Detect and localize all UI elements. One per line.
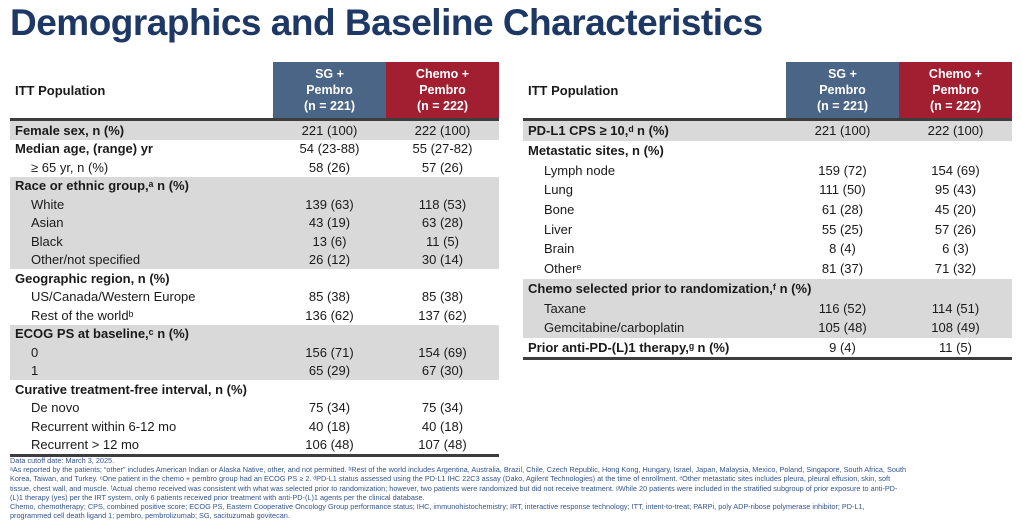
row-value: 222 (100) (414, 122, 471, 138)
table-row (10, 417, 499, 436)
table-row (523, 338, 1012, 358)
row-value: 136 (62) (305, 307, 354, 323)
row-value: 156 (71) (305, 344, 354, 360)
table-row (10, 251, 499, 270)
row-value: 55 (27-82) (412, 141, 473, 157)
row-label: Otherᵉ (544, 261, 582, 277)
row-label: Median age, (range) yr (15, 141, 153, 157)
demographics-table-left (10, 62, 499, 457)
row-value: 159 (72) (818, 162, 867, 178)
row-label: Curative treatment-free interval, n (%) (15, 381, 247, 397)
row-label: Metastatic sites, n (%) (528, 143, 664, 159)
row-label: Race or ethnic group,ᵃ n (%) (15, 178, 189, 194)
row-value: 9 (4) (829, 339, 856, 355)
row-value: 154 (69) (931, 162, 980, 178)
row-value: 55 (25) (821, 221, 864, 237)
table-row (10, 177, 499, 196)
table-row (10, 195, 499, 214)
row-label: ECOG PS at baseline,ᶜ n (%) (15, 326, 189, 342)
row-value: 118 (53) (418, 196, 467, 212)
column-header-line: SG + (315, 67, 344, 81)
table-row (523, 239, 1012, 259)
row-value: 221 (100) (301, 122, 358, 138)
row-value: 221 (100) (814, 123, 871, 139)
column-header-line: Pembro (419, 83, 466, 97)
page-title: Demographics and Baseline Characteristics (10, 2, 763, 43)
footnote-line: tissue, chest wall, and muscle. ᶠActual chemo received was consistent with what was selected prior to randomization; however, two patients were randomized but did not receive treatment. ᵍWhile 20 patients were included in the stratified subgroup of prior exposure to anti-PD- (10, 483, 898, 493)
row-value: 95 (43) (934, 182, 977, 198)
row-value: 30 (14) (421, 252, 464, 268)
row-label: Chemo selected prior to randomization,ᶠ n (%) (528, 280, 812, 296)
row-value: 13 (6) (312, 233, 347, 249)
footnote-line: programmed cell death ligand 1; pembro, pembrolizumab; SG, sacituzumab govitecan. (10, 511, 290, 521)
row-value: 116 (52) (818, 300, 867, 316)
row-label: Geographic region, n (%) (15, 270, 170, 286)
table-row (10, 380, 499, 399)
row-label: Asian (31, 215, 64, 231)
row-value: 154 (69) (418, 344, 467, 360)
table-row (523, 318, 1012, 338)
row-label: Female sex, n (%) (15, 122, 125, 138)
row-value: 11 (5) (939, 339, 972, 355)
row-label: Rest of the worldᵇ (31, 307, 134, 323)
footnote-line: Data cutoff date: March 3, 2025. (10, 456, 115, 465)
table-row (523, 180, 1012, 200)
row-label: Bone (544, 202, 575, 218)
table-row (10, 343, 499, 362)
table-row (523, 219, 1012, 239)
footnote-line: (L)1 therapy (yes) per the IRT system, only 6 patients received prior treatment with anti-PD-(L)1 agents per the clinical database. (10, 492, 425, 502)
table-row (10, 436, 499, 455)
table-row (10, 306, 499, 325)
row-value: 54 (23-88) (299, 141, 360, 157)
row-value: 139 (63) (305, 196, 354, 212)
table-row (10, 399, 499, 418)
column-header-line: Pembro (932, 83, 979, 97)
table-header-left (10, 62, 499, 121)
row-label: Liver (544, 221, 573, 237)
column-header-line: (n = 221) (816, 99, 869, 113)
column-header-chemo-pembro (386, 62, 499, 118)
corner-label-itt-population: ITT Population (15, 82, 106, 98)
row-value: 106 (48) (305, 437, 354, 453)
row-value: 58 (26) (308, 159, 351, 175)
row-value: 6 (3) (942, 241, 969, 257)
column-header-line: Pembro (306, 83, 353, 97)
footnotes (10, 456, 1018, 520)
row-value: 57 (26) (421, 159, 464, 175)
column-header-line: SG + (828, 67, 857, 81)
table-row (10, 232, 499, 251)
row-value: 71 (32) (934, 261, 977, 277)
row-label: PD-L1 CPS ≥ 10,ᵈ n (%) (528, 123, 669, 139)
row-label: Black (31, 233, 63, 249)
row-value: 107 (48) (418, 437, 467, 453)
row-value: 105 (48) (818, 320, 867, 336)
column-header-line: (n = 222) (929, 99, 982, 113)
row-label: Recurrent within 6-12 mo (31, 418, 177, 434)
row-value: 40 (18) (421, 418, 464, 434)
table-body-right (523, 121, 1012, 360)
row-label: 1 (31, 363, 39, 379)
row-value: 85 (38) (421, 289, 464, 305)
row-value: 40 (18) (308, 418, 351, 434)
column-header-sg-pembro (786, 62, 899, 118)
table-row (523, 259, 1012, 279)
footnote-line: Korea, Taiwan, and Turkey. ᶜOne patient in the chemo + pembro group had an ECOG PS ≥ 2. ᵈPD-L1 status assessed using the PD-L1 IHC 22C3 assay (Dako, Agilent Technologies) at the time of enrollment. ᵉOther metastatic sites includes pleura, pleural effusion, skin, soft (10, 474, 891, 484)
table-row (523, 141, 1012, 161)
row-label: Taxane (544, 300, 586, 316)
row-value: 63 (28) (421, 215, 464, 231)
footnote-line: ᵃAs reported by the patients; “other” includes American Indian or Alaska Native, other, and not permitted. ᵇRest of the world includes Argentina, Australia, Brazil, Chile, Czech Republic, Hong Kong, Hungary, Israel, Japan, Malaysia, Mexico, Poland, Singapore, South Africa, South (10, 465, 907, 475)
row-label: Other/not specified (31, 252, 141, 268)
row-label: 0 (31, 344, 39, 360)
demographics-table-right (523, 62, 1012, 457)
table-row (523, 160, 1012, 180)
row-value: 114 (51) (931, 300, 980, 316)
row-value: 75 (34) (421, 400, 464, 416)
column-header-line: Pembro (819, 83, 866, 97)
row-label: De novo (31, 400, 80, 416)
row-value: 108 (49) (931, 320, 980, 336)
row-value: 57 (26) (934, 221, 977, 237)
table-row (10, 121, 499, 140)
row-value: 222 (100) (927, 123, 984, 139)
row-value: 111 (50) (819, 182, 866, 198)
row-value: 75 (34) (308, 400, 351, 416)
table-row (10, 288, 499, 307)
table-row (523, 279, 1012, 299)
table-row (10, 158, 499, 177)
column-header-line: Chemo + (928, 67, 983, 81)
column-header-line: (n = 221) (303, 99, 356, 113)
row-value: 11 (5) (426, 233, 459, 249)
footnote-line: Chemo, chemotherapy; CPS, combined positive score; ECOG PS, Eastern Cooperative Oncology Group performance status; IHC, immunohistochemistry; IRT, interactive response technology; ITT, intent-to-treat; PARPi, poly ADP-ribose polymerase inhibitor; PD-L1, (10, 502, 865, 512)
table-row (523, 298, 1012, 318)
row-value: 45 (20) (934, 202, 977, 218)
column-header-chemo-pembro (899, 62, 1012, 118)
row-label: US/Canada/Western Europe (31, 289, 196, 305)
row-label: Gemcitabine/carboplatin (544, 320, 685, 336)
row-value: 26 (12) (308, 252, 351, 268)
row-value: 65 (29) (308, 363, 351, 379)
corner-label-itt-population: ITT Population (528, 82, 619, 98)
column-header-line: (n = 222) (416, 99, 469, 113)
row-value: 8 (4) (829, 241, 856, 257)
table-header-right (523, 62, 1012, 121)
row-value: 137 (62) (418, 307, 467, 323)
row-value: 85 (38) (308, 289, 351, 305)
row-value: 67 (30) (421, 363, 464, 379)
table-row (523, 121, 1012, 141)
tables-container (10, 62, 1012, 457)
row-value: 61 (28) (821, 202, 864, 218)
row-label: ≥ 65 yr, n (%) (31, 159, 109, 175)
row-label: White (31, 196, 65, 212)
row-value: 81 (37) (821, 261, 864, 277)
table-row (10, 362, 499, 381)
row-value: 43 (19) (308, 215, 351, 231)
row-label: Prior anti-PD-(L)1 therapy,ᵍ n (%) (528, 339, 730, 355)
row-label: Recurrent > 12 mo (31, 437, 140, 453)
row-label: Lymph node (544, 162, 616, 178)
column-header-sg-pembro (273, 62, 386, 118)
table-row (10, 140, 499, 159)
table-row (10, 325, 499, 344)
row-label: Lung (544, 182, 573, 198)
table-row (10, 269, 499, 288)
row-label: Brain (544, 241, 575, 257)
table-row (523, 200, 1012, 220)
table-row (10, 214, 499, 233)
column-header-line: Chemo + (415, 67, 470, 81)
table-body-left (10, 121, 499, 457)
